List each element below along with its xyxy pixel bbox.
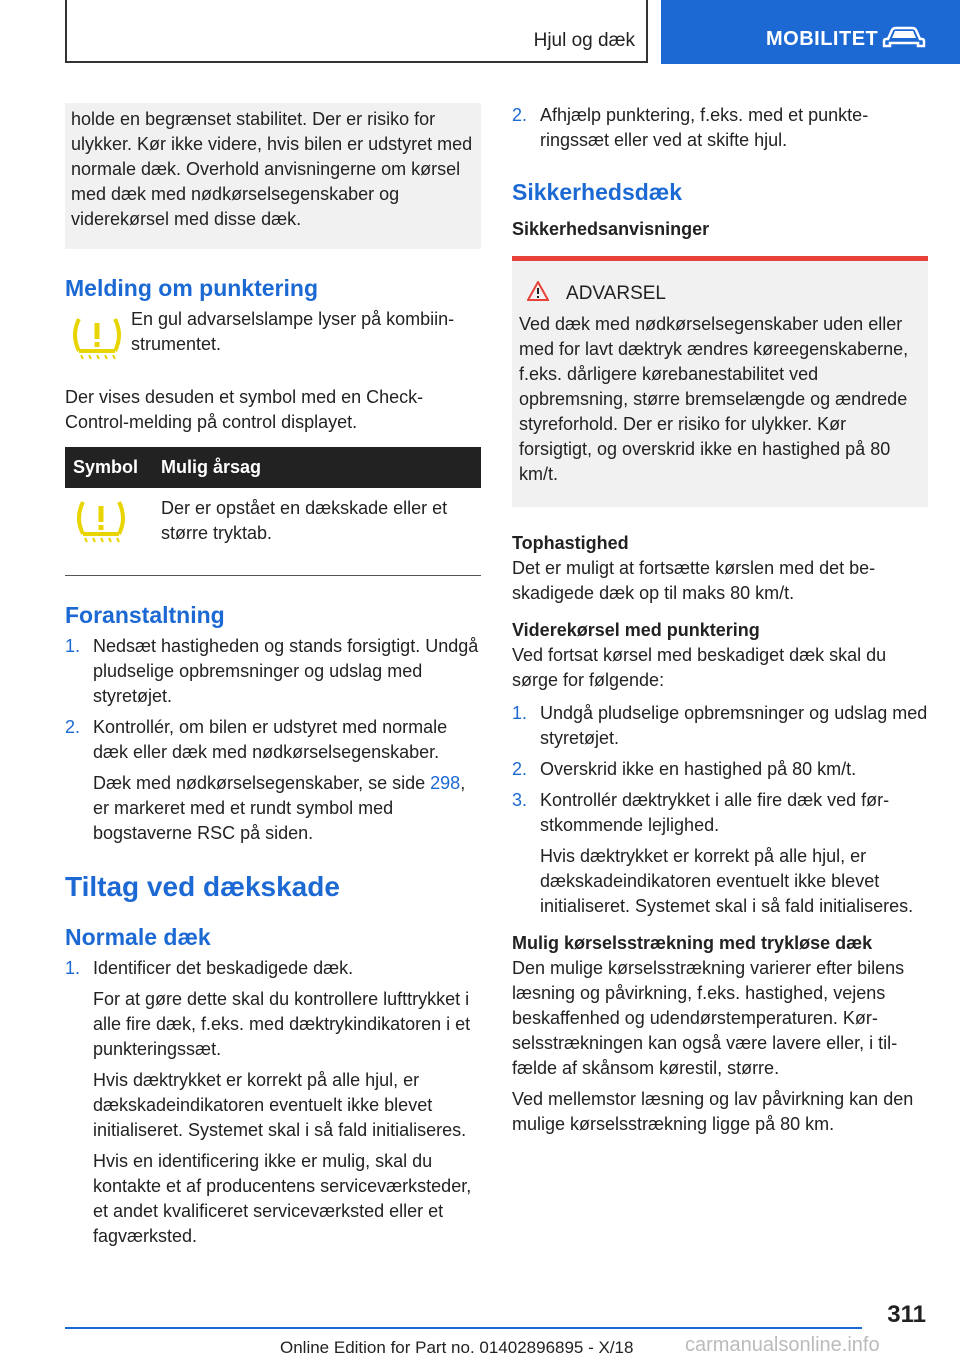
col-symbol: Symbol (65, 447, 153, 488)
list-item (512, 701, 928, 751)
warning-content (512, 261, 928, 507)
note-text: holde en begrænset stabilitet. Der er risiko for ulykker. Kør ikke videre, hvis bilen er udstyret med normale dæk. Overhold anvisningerne om kørsel med dæk med nødkørselsegenskaber og viderekørsel med disse dæk. (71, 109, 473, 229)
heading-melding: Melding om punktering (65, 275, 318, 301)
mulig-text-1: Den mulige kørselsstrækning varierer efter bilens læsning og påvirkning, f.eks. hastighed, vejens beskaffenhed og udendørstemperaturen. Kørselsstrækningen kan også være lavere eller, i tilfælde af skånsom kørestil, større. (512, 958, 905, 1078)
divider (65, 575, 481, 576)
page-number: 311 (887, 1301, 926, 1328)
list-number: 2. (512, 759, 528, 779)
list-item (65, 715, 481, 846)
check-control-text: Der vises desuden et symbol med en Check-Control-melding på control displayet. (65, 387, 424, 432)
warning-title: ADVARSEL (566, 283, 666, 304)
list-number: 1. (65, 636, 81, 656)
chapter-label: MOBILITET (766, 28, 879, 50)
list-text: Nedsæt hastigheden og stands forsigtigt. Undgå pludselige opbremsninger og udslag med styretøjet. (93, 636, 479, 706)
warning-triangle-icon (527, 281, 549, 301)
footer-rule (65, 1327, 862, 1329)
list-subtext (93, 771, 481, 846)
header-section-title: Hjul og dæk (533, 30, 635, 51)
list-item (512, 788, 928, 919)
heading-normale: Normale dæk (65, 924, 211, 950)
heading-sikkerhedsdaek: Sikkerhedsdæk (512, 179, 683, 205)
lamp-text: En gul advarselslampe lyser på kombiinstrumentet. (131, 309, 455, 354)
list-subtext: Hvis en identificering ikke er mulig, skal du kontakte et af producentens serviceværksteder, et andet kvalificeret serviceværksted eller et fagværksted. (93, 1151, 472, 1246)
list-item (65, 956, 481, 1249)
symbol-table (65, 447, 481, 571)
heading-foranstaltning: Foranstaltning (65, 602, 225, 628)
heading-viderekorsel: Viderekørsel med punktering (512, 620, 760, 640)
list-subtext: For at gøre dette skal du kontrollere lufttrykket i alle fire dæk, f.eks. med dæktrykindikatoren i et punkteringssæt. (93, 989, 471, 1059)
heading-sikkerhedsanvisninger: Sikkerhedsanvisninger (512, 219, 710, 239)
heading-mulig-korsel: Mulig kørselsstrækning med trykløse dæk (512, 933, 873, 953)
list-number: 1. (65, 958, 81, 978)
list-text: Overskrid ikke en hastighed på 80 km/t. (540, 759, 857, 779)
table-row (65, 488, 481, 571)
col-cause: Mulig årsag (153, 447, 481, 488)
tire-pressure-warning-icon (69, 315, 125, 361)
list-text: Undgå pludselige opbremsninger og udslag med styretøjet. (540, 703, 928, 748)
warning-text: Ved dæk med nødkørselsegenskaber uden eller med for lavt dæktryk ændres køreegenskaberne, f.eks. dårligere kørebanestabilitet ved opbremsning, større bremselængde og ændrede styreforhold. Der er risiko for ulykker. Kør forsigtigt, og overskrid ikke en hastighed på 80 km/t. (519, 314, 909, 484)
table-cause-text: Der er opstået en dækskade eller et større tryktab. (161, 498, 448, 543)
list-number: 2. (512, 105, 528, 125)
text-part: , er markeret med et rundt symbol med bogstaverne RSC på siden. (93, 773, 466, 843)
edition-text: Online Edition for Part no. 01402896895 - X/18 (280, 1338, 634, 1357)
list-number: 1. (512, 703, 528, 723)
heading-tophastighed: Tophastighed (512, 533, 629, 553)
list-text: Afhjælp punktering, f.eks. med et punkteringssæt eller ved at skifte hjul. (540, 105, 869, 150)
page-link-298[interactable]: 298 (430, 773, 461, 793)
mulig-text-2: Ved mellemstor læsning og lav påvirkning kan den mulige kørselsstrækning ligge på 80 km. (512, 1089, 914, 1134)
tire-pressure-warning-icon (73, 498, 129, 544)
tophastighed-text: Det er muligt at fortsætte kørslen med det beskadigede dæk op til maks 80 km/t. (512, 558, 876, 603)
warning-header (527, 281, 920, 306)
watermark: carmanualsonline.info (685, 1334, 880, 1356)
list-subtext: Hvis dæktrykket er korrekt på alle hjul, er dækskadeindikatoren eventuelt ikke blevet initialiseret. Systemet skal i så fald initialiseres. (540, 846, 914, 916)
warning-box (512, 256, 928, 507)
list-text: Identificer det beskadigede dæk. (93, 958, 354, 978)
list-subtext: Hvis dæktrykket er korrekt på alle hjul, er dækskadeindikatoren eventuelt ikke blevet initialiseret. Systemet skal i så fald initialiseres. (93, 1070, 467, 1140)
list-item (65, 634, 481, 709)
continued-note (65, 103, 481, 249)
list-item (512, 757, 928, 782)
right-column (512, 103, 928, 1137)
list-text: Kontrollér dæktrykket i alle fire dæk ved førstkommende lejlighed. (540, 790, 890, 835)
list-number: 2. (65, 717, 81, 737)
text-part: Dæk med nødkørselsegenskaber, se side (93, 773, 431, 793)
list-text: Kontrollér, om bilen er udstyret med normale dæk eller dæk med nødkørselsegenskaber. (93, 717, 448, 762)
left-column (65, 103, 481, 1249)
list-number: 3. (512, 790, 528, 810)
lamp-block (65, 303, 481, 373)
list-item (512, 103, 928, 153)
car-icon (882, 25, 926, 49)
chapter-badge (661, 0, 960, 64)
heading-tiltag: Tiltag ved dækskade (65, 871, 340, 902)
viderekorsel-text: Ved fortsat kørsel med beskadiget dæk skal du sørge for følgende: (512, 645, 887, 690)
